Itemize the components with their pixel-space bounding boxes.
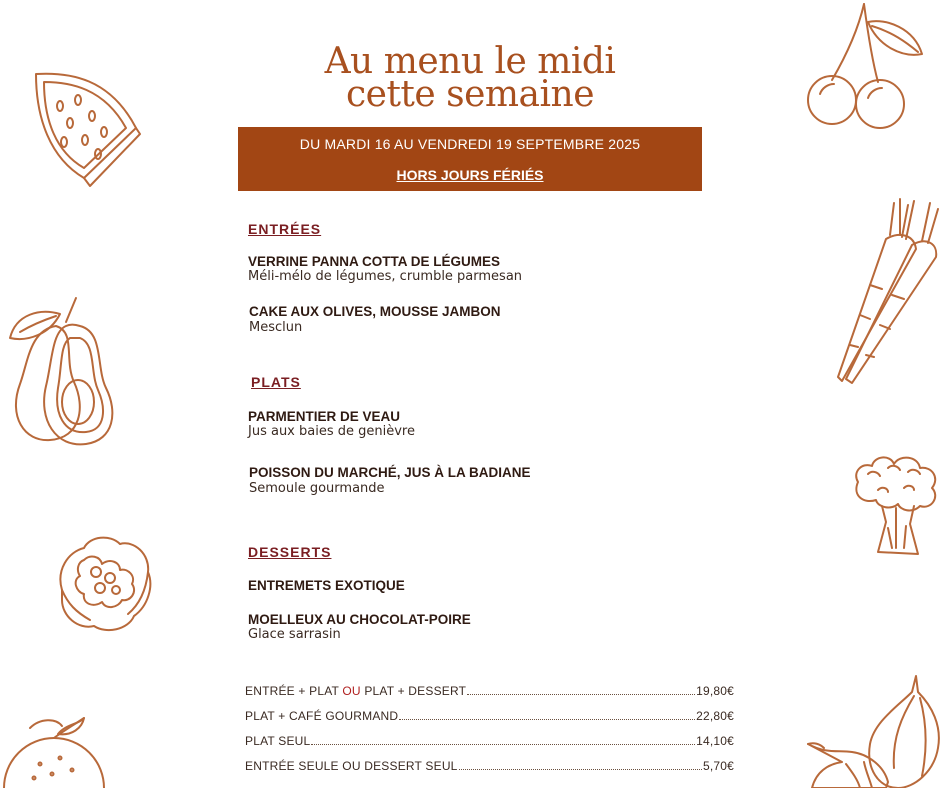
price-value: 14,10€: [696, 734, 734, 748]
dish-name: CAKE AUX OLIVES, MOUSSE JAMBON: [249, 304, 501, 319]
cauliflower-icon: [54, 530, 156, 634]
dot-leader: [467, 693, 695, 695]
price-value: 19,80€: [696, 684, 734, 698]
date-range: DU MARDI 16 AU VENDREDI 19 SEPTEMBRE 2025: [299, 136, 641, 152]
carrots-icon: [830, 195, 940, 385]
page-title-line-2: cette semaine: [345, 74, 595, 115]
cherries-icon: [802, 0, 930, 130]
dish-description: Méli-mélo de légumes, crumble parmesan: [248, 269, 523, 284]
dish-description: Semoule gourmande: [249, 481, 385, 496]
onion-icon: [806, 672, 940, 788]
price-label: PLAT + CAFÉ GOURMAND: [245, 709, 399, 723]
section-heading-plats: PLATS: [251, 374, 301, 390]
dot-leader: [399, 718, 695, 720]
dish-description: Mesclun: [249, 320, 303, 335]
dot-leader: [459, 768, 702, 770]
section-heading-entrees: ENTRÉES: [248, 221, 322, 237]
orange-icon: [0, 714, 108, 788]
price-label: ENTRÉE + PLAT OU PLAT + DESSERT: [245, 684, 467, 698]
dish-name: POISSON DU MARCHÉ, JUS À LA BADIANE: [249, 465, 531, 480]
dot-leader: [311, 743, 695, 745]
watermelon-icon: [30, 68, 142, 188]
page-title-line-1: Au menu le midi: [324, 41, 616, 82]
dish-name: VERRINE PANNA COTTA DE LÉGUMES: [248, 254, 501, 269]
price-row: [245, 709, 734, 723]
dish-name: PARMENTIER DE VEAU: [248, 409, 401, 424]
dish-description: Glace sarrasin: [248, 627, 341, 642]
date-banner: [238, 127, 702, 191]
dish-name: ENTREMETS EXOTIQUE: [248, 578, 405, 593]
price-value: 5,70€: [702, 759, 734, 773]
price-row: [245, 759, 734, 773]
dish-name: MOELLEUX AU CHOCOLAT-POIRE: [248, 612, 471, 627]
price-row: [245, 684, 734, 698]
price-label: PLAT SEUL: [245, 734, 311, 748]
price-row: [245, 734, 734, 748]
holiday-note: HORS JOURS FÉRIÉS: [396, 167, 544, 183]
section-heading-desserts: DESSERTS: [248, 544, 332, 560]
avocado-icon: [0, 292, 122, 454]
broccoli-icon: [848, 452, 940, 562]
price-label: ENTRÉE SEULE OU DESSERT SEUL: [245, 759, 458, 773]
price-value: 22,80€: [696, 709, 734, 723]
dish-description: Jus aux baies de genièvre: [248, 424, 415, 439]
